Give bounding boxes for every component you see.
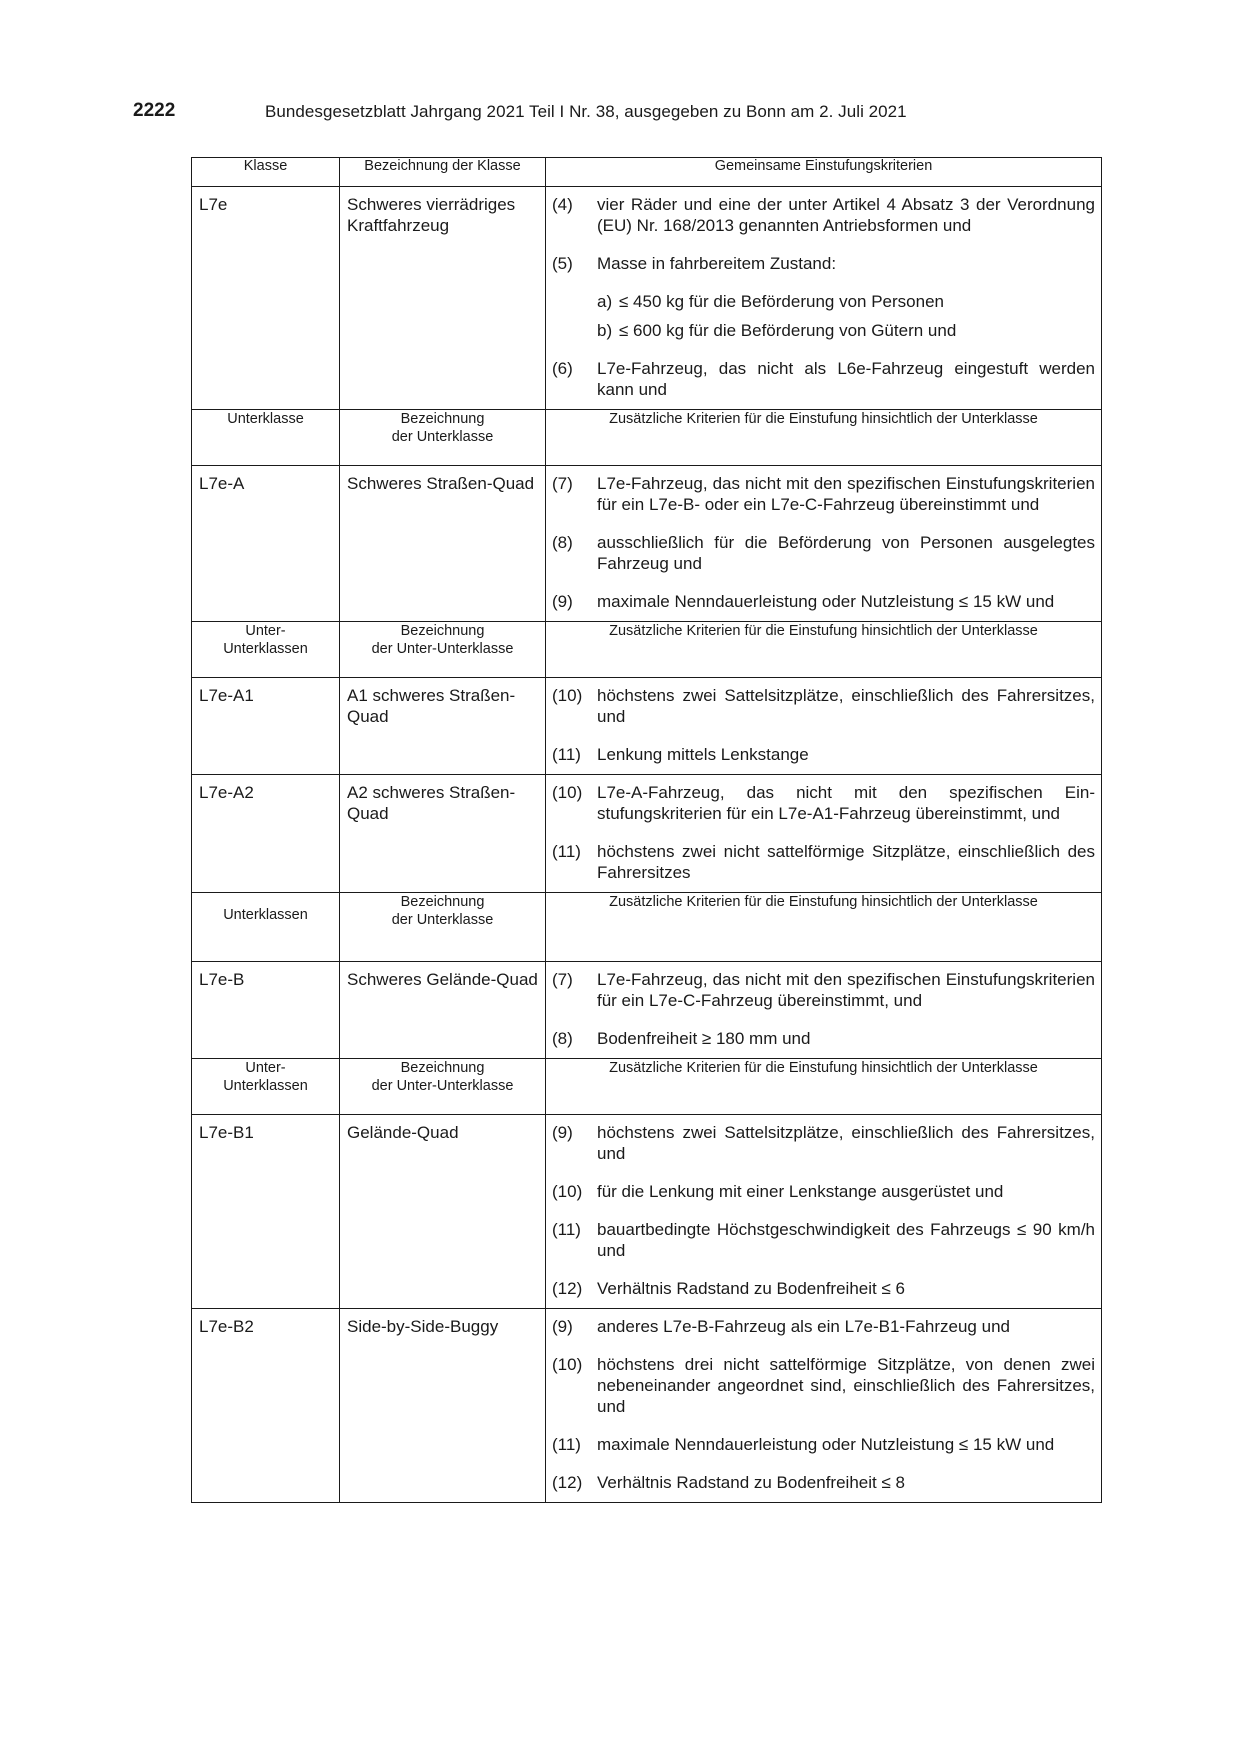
criterion-text: ausschließlich für die Beförderung von Personen ausgelegtes Fahrzeug und	[597, 533, 1095, 573]
classification-table	[191, 157, 1102, 1503]
criterion	[552, 1122, 1095, 1164]
criterion	[552, 532, 1095, 574]
criterion-number: (7)	[552, 970, 573, 989]
criterion-text: maximale Nenndauerleistung oder Nutzleistung ≤ 15 kW und	[597, 1435, 1055, 1454]
subclass-header	[340, 1059, 546, 1115]
header-line: Bezeichnung	[400, 1060, 485, 1076]
criterion-number: (6)	[552, 359, 573, 378]
criterion-text: höchstens drei nicht sattelförmige Sitzplätze, von denen zwei nebeneinander angeordnet sind, einschließlich des Fahrersitzes, und	[597, 1355, 1095, 1416]
criterion-number: (12)	[552, 1279, 583, 1298]
criteria-cell	[546, 187, 1102, 410]
table-row	[192, 466, 1102, 622]
criterion	[552, 1278, 1095, 1299]
criterion	[552, 841, 1095, 883]
header-line: Unter-	[245, 623, 286, 639]
class-name: Schweres Gelände-Quad	[340, 962, 546, 1059]
class-code: L7e-A	[192, 466, 340, 622]
criterion-text: höchstens zwei nicht sattelförmige Sitzplätze, einschließlich des Fahrersitzes	[597, 842, 1095, 882]
criterion-text: maximale Nenndauerleistung oder Nutzleistung ≤ 15 kW und	[597, 592, 1055, 611]
class-name: Schweres Straßen-Quad	[340, 466, 546, 622]
criterion	[552, 1028, 1095, 1049]
subclass-header	[192, 1059, 340, 1115]
criterion	[552, 358, 1095, 400]
criterion	[552, 253, 1095, 274]
page-number: 2222	[133, 100, 176, 121]
criterion	[552, 744, 1095, 765]
criterion-number: (10)	[552, 783, 583, 802]
subclass-header-row	[192, 410, 1102, 466]
table-row	[192, 775, 1102, 893]
criterion	[552, 1472, 1095, 1493]
column-header: Klasse	[192, 158, 340, 187]
header-line: Bezeichnung	[400, 894, 485, 910]
subclass-header: Zusätzliche Kriterien für die Einstufung hinsichtlich der Unterklasse	[546, 622, 1102, 678]
criterion-number: (9)	[552, 592, 573, 611]
criteria-cell	[546, 962, 1102, 1059]
header-line: der Unterklasse	[391, 429, 494, 445]
page-header-title: Bundesgesetzblatt Jahrgang 2021 Teil I Nr. 38, ausgegeben zu Bonn am 2. Juli 2021	[265, 102, 907, 121]
criterion-text: bauartbedingte Höchstgeschwindigkeit des Fahrzeugs ≤ 90 km/h und	[597, 1220, 1095, 1260]
subitem-letter: b)	[597, 321, 613, 340]
criterion	[552, 1316, 1095, 1337]
criterion-text: L7e-Fahrzeug, das nicht mit den spezifischen Einstufungskriterien für ein L7e-C-Fahrzeug übereinstimmt, und	[597, 970, 1095, 1010]
column-header: Bezeichnung der Klasse	[340, 158, 546, 187]
criterion-number: (10)	[552, 686, 583, 705]
criterion	[552, 591, 1095, 612]
subitem-letter: a)	[597, 292, 613, 311]
subclass-header: Unterklasse	[192, 410, 340, 466]
criterion-text: höchstens zwei Sattelsitzplätze, einschließlich des Fahrersitzes, und	[597, 686, 1095, 726]
class-code: L7e-B2	[192, 1309, 340, 1503]
header-line: Bezeichnung	[400, 411, 485, 427]
criterion-number: (4)	[552, 195, 573, 214]
criterion-text: L7e-A-Fahrzeug, das nicht mit den spezifischen Einstufungskriterien für ein L7e-A1-Fahrzeug übereinstimmt, und	[597, 783, 1095, 823]
subclass-header	[340, 622, 546, 678]
criterion-subitem	[552, 320, 1095, 341]
header-line: Bezeichnung	[400, 623, 485, 639]
class-code: L7e-A2	[192, 775, 340, 893]
subsubclass-header-row	[192, 622, 1102, 678]
header-line: Unter-	[245, 1060, 286, 1076]
criterion	[552, 969, 1095, 1011]
criterion-text: Masse in fahrbereitem Zustand:	[597, 254, 837, 273]
table-row	[192, 187, 1102, 410]
criteria-cell	[546, 678, 1102, 775]
column-header: Gemeinsame Einstufungskriterien	[546, 158, 1102, 187]
class-name: A2 schweres Straßen-Quad	[340, 775, 546, 893]
criterion-subitem	[552, 291, 1095, 312]
table-row	[192, 962, 1102, 1059]
criterion-text: höchstens zwei Sattelsitzplätze, einschließlich des Fahrersitzes, und	[597, 1123, 1095, 1163]
class-code: L7e-B	[192, 962, 340, 1059]
criterion	[552, 1181, 1095, 1202]
criterion-number: (10)	[552, 1182, 583, 1201]
header-line: der Unter-Unterklasse	[371, 641, 514, 657]
subclass-header: Zusätzliche Kriterien für die Einstufung hinsichtlich der Unterklasse	[546, 410, 1102, 466]
criterion-text: Verhältnis Radstand zu Bodenfreiheit ≤ 8	[597, 1473, 905, 1492]
criterion	[552, 194, 1095, 236]
criterion-number: (11)	[552, 1435, 581, 1454]
criterion	[552, 1354, 1095, 1417]
criterion	[552, 782, 1095, 824]
criteria-cell	[546, 775, 1102, 893]
criterion	[552, 1219, 1095, 1261]
criterion-number: (12)	[552, 1473, 583, 1492]
criterion-number: (8)	[552, 533, 573, 552]
header-line: Unterklassen	[223, 1078, 308, 1094]
class-name: Side-by-Side-Buggy	[340, 1309, 546, 1503]
criterion-number: (5)	[552, 254, 573, 273]
criterion-number: (11)	[552, 842, 581, 861]
header-line: Unterklassen	[223, 641, 308, 657]
subitem-text: ≤ 600 kg für die Beförderung von Gütern und	[619, 321, 957, 340]
criteria-cell	[546, 1309, 1102, 1503]
criterion-number: (9)	[552, 1317, 573, 1336]
table-row	[192, 678, 1102, 775]
class-code: L7e	[192, 187, 340, 410]
table-row	[192, 1309, 1102, 1503]
subclass-header: Zusätzliche Kriterien für die Einstufung hinsichtlich der Unterklasse	[546, 1059, 1102, 1115]
subsubclass-header-row	[192, 1059, 1102, 1115]
class-name: A1 schweres Straßen-Quad	[340, 678, 546, 775]
class-code: L7e-A1	[192, 678, 340, 775]
criterion-text: vier Räder und eine der unter Artikel 4 Absatz 3 der Verordnung (EU) Nr. 168/2013 genannten Antriebsformen und	[597, 195, 1095, 235]
subclass-header	[340, 893, 546, 962]
criterion-text: Bodenfreiheit ≥ 180 mm und	[597, 1029, 811, 1048]
criterion	[552, 1434, 1095, 1455]
subclass-header	[340, 410, 546, 466]
class-name: Gelände-Quad	[340, 1115, 546, 1309]
criterion-number: (7)	[552, 474, 573, 493]
table-row	[192, 1115, 1102, 1309]
criterion	[552, 685, 1095, 727]
criterion-text: Lenkung mittels Lenkstange	[597, 745, 809, 764]
criterion-text: Verhältnis Radstand zu Bodenfreiheit ≤ 6	[597, 1279, 905, 1298]
column-header-row	[192, 158, 1102, 187]
subitem-text: ≤ 450 kg für die Beförderung von Personen	[619, 292, 944, 311]
subclass-header: Zusätzliche Kriterien für die Einstufung hinsichtlich der Unterklasse	[546, 893, 1102, 962]
header-line: der Unter-Unterklasse	[371, 1078, 514, 1094]
criterion-number: (8)	[552, 1029, 573, 1048]
subclass-header	[192, 622, 340, 678]
criterion-number: (10)	[552, 1355, 583, 1374]
criteria-cell	[546, 1115, 1102, 1309]
class-code: L7e-B1	[192, 1115, 340, 1309]
subclass-header-row	[192, 893, 1102, 962]
criteria-cell	[546, 466, 1102, 622]
criterion-text: für die Lenkung mit einer Lenkstange ausgerüstet und	[597, 1182, 1004, 1201]
class-name: Schweres vierrädriges Kraftfahrzeug	[340, 187, 546, 410]
criterion-number: (11)	[552, 745, 581, 764]
subclass-header: Unterklassen	[192, 893, 340, 962]
criterion-text: anderes L7e-B-Fahrzeug als ein L7e-B1-Fahrzeug und	[597, 1317, 1010, 1336]
criterion-text: L7e-Fahrzeug, das nicht als L6e-Fahrzeug eingestuft werden kann und	[597, 359, 1095, 399]
header-line: der Unterklasse	[391, 912, 494, 928]
criterion-number: (9)	[552, 1123, 573, 1142]
criterion-text: L7e-Fahrzeug, das nicht mit den spezifischen Einstufungskriterien für ein L7e-B- oder ein L7e-C-Fahrzeug übereinstimmt und	[597, 474, 1095, 514]
criterion-number: (11)	[552, 1220, 581, 1239]
criterion	[552, 473, 1095, 515]
